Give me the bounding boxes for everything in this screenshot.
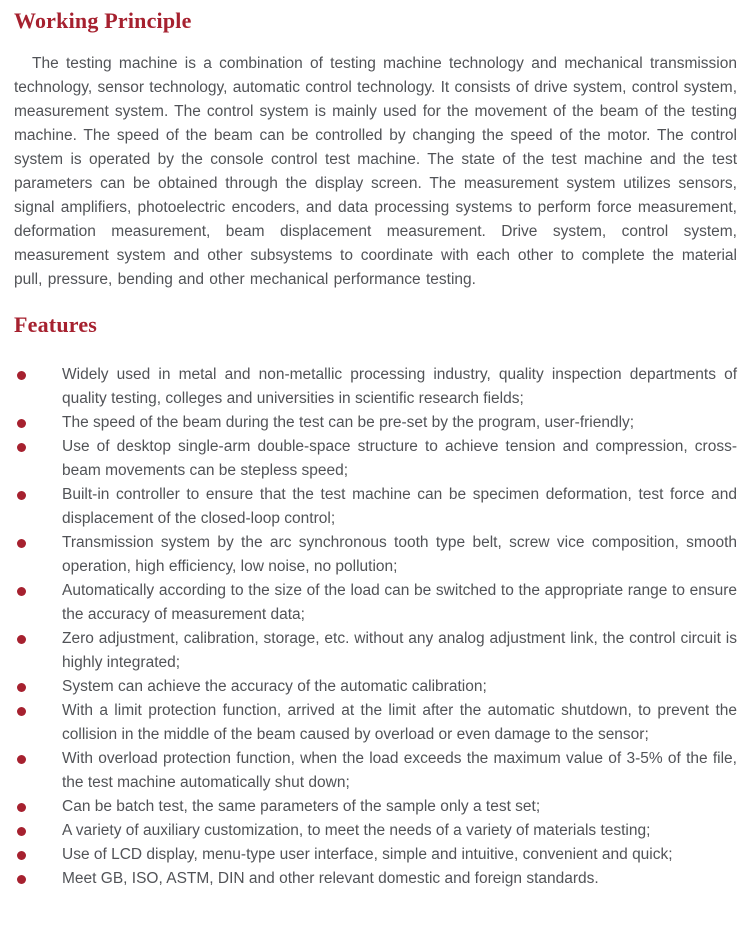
feature-item-text: With overload protection function, when the load exceeds the maximum value of 3-5% of the file, the test machine automatically shut down; xyxy=(62,750,737,791)
feature-item xyxy=(14,363,737,411)
bullet-icon xyxy=(17,539,26,548)
feature-item-text: Use of desktop single-arm double-space structure to achieve tension and compression, cross-beam movements can be stepless speed; xyxy=(62,438,737,479)
feature-item-text: A variety of auxiliary customization, to meet the needs of a variety of materials testing; xyxy=(62,822,651,839)
bullet-icon xyxy=(17,635,26,644)
bullet-icon xyxy=(17,491,26,500)
bullet-icon xyxy=(17,371,26,380)
feature-item-text: Built-in controller to ensure that the test machine can be specimen deformation, test force and displacement of the closed-loop control; xyxy=(62,486,737,527)
features-list xyxy=(14,363,737,891)
feature-item-text: Zero adjustment, calibration, storage, etc. without any analog adjustment link, the control circuit is highly integrated; xyxy=(62,630,737,671)
bullet-icon xyxy=(17,803,26,812)
feature-item-text: Widely used in metal and non-metallic processing industry, quality inspection departments of quality testing, colleges and universities in scientific research fields; xyxy=(62,366,737,407)
feature-item xyxy=(14,483,737,531)
working-principle-paragraph: The testing machine is a combination of testing machine technology and mechanical transmission technology, sensor technology, automatic control technology. It consists of drive system, control system, measurement system. The control system is mainly used for the movement of the beam of the testing machine. The speed of the beam can be controlled by changing the speed of the motor. The control system is operated by the console control test machine. The state of the test machine and the test parameters can be obtained through the display screen. The measurement system utilizes sensors, signal amplifiers, photoelectric encoders, and data processing systems to perform force measurement, deformation measurement, beam displacement measurement. Drive system, control system, measurement system and other subsystems to coordinate with each other to complete the material pull, pressure, bending and other mechanical performance testing. xyxy=(14,55,737,288)
feature-item xyxy=(14,435,737,483)
working-principle-heading: Working Principle xyxy=(14,8,192,33)
feature-item-text: With a limit protection function, arrived at the limit after the automatic shutdown, to prevent the collision in the middle of the beam caused by overload or even damage to the sensor; xyxy=(62,702,737,743)
feature-item-text: Automatically according to the size of the load can be switched to the appropriate range to ensure the accuracy of measurement data; xyxy=(62,582,737,623)
feature-item xyxy=(14,579,737,627)
feature-item-text: Meet GB, ISO, ASTM, DIN and other relevant domestic and foreign standards. xyxy=(62,870,599,887)
features-heading: Features xyxy=(14,312,98,337)
bullet-icon xyxy=(17,419,26,428)
bullet-icon xyxy=(17,875,26,884)
feature-item xyxy=(14,819,737,843)
feature-item-text: Can be batch test, the same parameters of the sample only a test set; xyxy=(62,798,541,815)
feature-item xyxy=(14,675,737,699)
feature-item xyxy=(14,867,737,891)
bullet-icon xyxy=(17,707,26,716)
bullet-icon xyxy=(17,683,26,692)
feature-item-text: System can achieve the accuracy of the automatic calibration; xyxy=(62,678,487,695)
feature-item xyxy=(14,843,737,867)
feature-item-text: The speed of the beam during the test can be pre-set by the program, user-friendly; xyxy=(62,414,635,431)
feature-item xyxy=(14,627,737,675)
bullet-icon xyxy=(17,587,26,596)
feature-item-text: Transmission system by the arc synchronous tooth type belt, screw vice composition, smooth operation, high efficiency, low noise, no pollution; xyxy=(62,534,737,575)
bullet-icon xyxy=(17,443,26,452)
bullet-icon xyxy=(17,827,26,836)
feature-item xyxy=(14,747,737,795)
feature-item xyxy=(14,411,737,435)
feature-item xyxy=(14,795,737,819)
feature-item xyxy=(14,699,737,747)
feature-item xyxy=(14,531,737,579)
bullet-icon xyxy=(17,851,26,860)
feature-item-text: Use of LCD display, menu-type user interface, simple and intuitive, convenient and quick; xyxy=(62,846,673,863)
bullet-icon xyxy=(17,755,26,764)
